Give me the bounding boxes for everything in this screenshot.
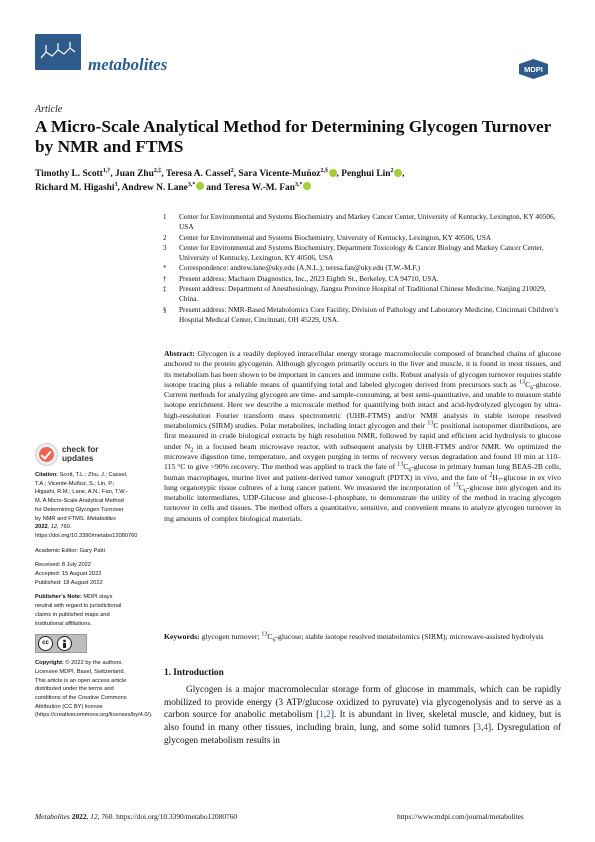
citation-link[interactable]: 1 [319, 710, 324, 721]
article-title: A Micro-Scale Analytical Method for Determining Glycogen Turnover by NMR and FTMS [35, 117, 551, 156]
author-name[interactable]: Teresa W.-M. Fan [223, 182, 295, 193]
affiliation-item [163, 212, 563, 233]
affiliation-text: Present address: NMR-Based Metabolomics Core Facility, Division of Pathology and Laboratory Medicine, Cincinnati Children’s Hospital Medical Center, Cincinnati, OH 45229, USA. [179, 304, 559, 324]
orcid-icon[interactable] [394, 169, 402, 177]
abstract: Abstract: Glycogen is a readily deployed intracellular energy storage macromolecule composed of branched chains of glucose anchored to the protein glycogenin. Although glycogen primarily occurs in the liver and muscle, it is found in most tissues, and its metabolism has been shown to be important in cancers and immune cells. Robust analysis of glycogen turnover requires stable isotope tracing plus a reliable means of quantifying total and labeled glycogen derived from precursors such as $^{13}C_6$-glucose. Current methods for analyzing glycogen are time- and sample-consuming, at best semi-quantitative, and unable to measure stable isotope enrichment. Here we describe a microscale method for quantifying both intact and acid-hydrolyzed glycogen by ultra-high-resolution Fourier transform mass spectrometric (UHR-FTMS) and/or NMR analysis in stable isotope resolved metabolomics (SIRM) studies. Polar metabolites, including intact glycogen and their $^{13}$C positional isotopomer distributions, are first measured in crude biological extracts by high resolution NMR, followed by rapid and efficient acid hydrolysis to glucose under $N_2$ in a focused beam microwave reactor, with subsequent analysis by UHR-FTMS and/or NMR. We optimized the microwave digestion time, temperature, and oxygen purging in terms of recovery versus degradation and found 10 min at 110–115 °C to give >90% recovery. The method was applied to track the fate of $^{13}C_6$-glucose in primary human lung BEAS-2B cells, human macrophages, murine liver and patient-derived tumor xenograft (PDTX) in vivo, and the fate of $^2H_7$-glucose in ex vivo lung organotypic tissue cultures of a lung cancer patient. We measured the incorporation of $^{13}C_6$-glucose into glycogen and its metabolic intermediates, UDP-Glucose and glucose-1-phosphate, to demonstrate the utility of the method in tracing glycogen turnover in cells and tissues. The method offers a quantitative, sensitive, and convenient means to analyze glycogen turnover in mg amounts of complex biological materials. [164, 349, 562, 523]
author-list: Timothy L. Scott$^{1,\dagger}$, Juan Zhu$^{2,\ddagger}$, Teresa A. Cassel$^2$, Sara Vicente-Muñoz$^{2,\S}$ , Penghui Lin$^2$ , Richard M. Higashi$^3$, Andrew N. Lane$^{3,*}$ and Teresa W.-M. Fan$^{3,*}$ [35, 167, 405, 193]
author-affiliation-marker: 2,§ [320, 167, 328, 174]
affiliation-marker: 3 [163, 243, 167, 252]
author-name[interactable]: Juan Zhu [115, 169, 154, 179]
affiliation-item [163, 233, 563, 243]
footer-doi-link[interactable]: 760. https://doi.org/10.3390/metabo12080760 [99, 812, 238, 821]
section-heading-introduction: 1. Introduction [164, 668, 224, 678]
affiliation-item [163, 284, 563, 305]
keywords: Keywords: glycogen turnover; $^{13}C_6$-glucose; stable isotope resolved metabolomics (SIRM); microwave-assisted hydrolysis [164, 631, 544, 644]
check-for-updates-button[interactable] [35, 443, 131, 466]
keywords-label: Keywords: [164, 632, 200, 641]
affiliation-item [163, 263, 563, 273]
affiliation-text: Correspondence: andrew.lane@uky.edu (A.N.L.); teresa.fan@uky.edu (T.W.-M.F.) [179, 263, 421, 273]
author-affiliation-marker: 3,* [294, 181, 303, 188]
copyright-notice: Copyright: © 2022 by the authors. Licensee MDPI, Basel, Switzerland. This article is an open access article distributed under the terms and conditions of the Creative Commons Attribution (CC BY) license (https://creativecommons.org/licenses/by/4.0/). [35, 660, 153, 719]
citation-link[interactable]: 3 [476, 723, 482, 734]
footer-citation: Metabolites 2022, 12, 760. https://doi.org/10.3390/metabo12080760 [35, 812, 238, 821]
affiliation-marker: ‡ [163, 285, 167, 294]
abstract-label: Abstract: [164, 349, 195, 358]
accepted-date: Accepted: 15 August 2022 [35, 571, 102, 578]
affiliation-marker: 2 [163, 233, 167, 242]
author-affiliation-marker: 1,† [102, 167, 111, 174]
affiliation-item [163, 305, 563, 326]
author-name[interactable]: Penghui Lin [341, 169, 391, 179]
author-affiliation-marker: 2,‡ [153, 167, 162, 174]
affiliation-text: Present address: Machaon Diagnostics, Inc., 2023 Eighth St., Berkeley, CA 94710, USA. [179, 273, 439, 283]
affiliation-text: Present address: Department of Anesthesiology, Jiangsu Province Hospital of Traditional Chinese Medicine, Nanjing 210029, China. [179, 284, 546, 304]
affiliation-text: Center for Environmental and Systems Biochemistry and Markey Cancer Center, University of Kentucky, Lexington, KY 40506, USA [179, 212, 556, 232]
check-mark-icon [35, 443, 58, 466]
article-sidebar [35, 443, 153, 720]
affiliation-text: Center for Environmental and Systems Biochemistry, Department Toxicology & Cancer Biology and Markey Cancer Center, University of Kentucky, Lexington, KY 40506, USA [179, 242, 544, 263]
orcid-icon[interactable] [329, 169, 337, 177]
affiliation-text: Center for Environmental and Systems Biochemistry, University of Kentucky, Lexington, KY 40506, USA [179, 232, 492, 242]
check-label-line1: check for [62, 445, 99, 455]
affiliation-marker: * [163, 264, 167, 273]
article-type: Article [35, 104, 63, 115]
citation: Citation: Scott, T.L.; Zhu, J.; Cassel, T.A.; Vicente-Muñoz, S.; Lin, P.; Higashi, R.M.; Lane, A.N.; Fan, T.W.-M. A Micro-Scale Analytical Method for Determining Glycogen Turnover by NMR and FTMS. Metabolites 2022, 12, 760. https://doi.org/10.3390/metabo12080760 [35, 472, 138, 539]
published-date: Published: 18 August 2022 [35, 579, 103, 586]
author-name[interactable]: Teresa A. Cassel [165, 169, 231, 179]
cc-icon: cc [38, 636, 53, 651]
affiliations [163, 212, 563, 325]
academic-editor: Academic Editor: Gary Patti [35, 547, 105, 554]
author-name[interactable]: Andrew N. Lane [121, 182, 188, 193]
footer-journal-link[interactable]: https://www.mdpi.com/journal/metabolites [397, 812, 524, 821]
affiliation-marker: § [163, 305, 167, 314]
author-name[interactable]: Sara Vicente-Muñoz [238, 169, 321, 179]
affiliation-item [163, 243, 563, 264]
publisher-note: Publisher’s Note: MDPI stays neutral with regard to jurisdictional claims in published maps and institutional affiliations. [35, 594, 122, 627]
orcid-icon[interactable] [303, 182, 311, 190]
citation-doi-link[interactable]: 760. https://doi.org/10.3390/metabo12080760 [35, 524, 138, 539]
author-affiliation-marker: 3,* [187, 181, 196, 188]
introduction-paragraph: Glycogen is a major macromolecular storage form of glucose in mammals, which can be rapidly mobilized to provide energy (3 ATP/glucose oxidized to pyruvate) via glycogenolysis and to serve as a carbon source for anabolic metabolism [1,2]. It is abundant in liver, skeletal muscle, and kidney, but is also found in many other tissues, including brain, lung, and some solid tumors [3,4]. Dysregulation of glycogen metabolism results in [164, 685, 561, 746]
check-label-line2: updates [62, 453, 94, 463]
received-date: Received: 8 July 2022 [35, 562, 91, 569]
author-name[interactable]: Timothy L. Scott [35, 169, 103, 179]
svg-text:MDPI: MDPI [524, 65, 543, 74]
journal-name: metabolites [88, 55, 168, 74]
author-affiliation-marker: 2 [390, 167, 394, 174]
author-affiliation-marker: 3 [114, 181, 118, 188]
citation-link[interactable]: 4 [483, 723, 489, 734]
affiliation-item [163, 274, 563, 284]
orcid-icon[interactable] [196, 182, 204, 190]
journal-logo-icon [35, 34, 81, 70]
author-affiliation-marker: 2 [230, 167, 234, 174]
mdpi-logo[interactable] [517, 58, 550, 80]
attribution-person-icon [57, 636, 72, 651]
citation-link[interactable]: 2 [326, 710, 331, 721]
affiliation-marker: † [163, 274, 167, 283]
affiliation-marker: 1 [163, 213, 167, 221]
author-name[interactable]: Richard M. Higashi [35, 182, 115, 193]
cc-by-license-icon[interactable] [35, 634, 87, 653]
